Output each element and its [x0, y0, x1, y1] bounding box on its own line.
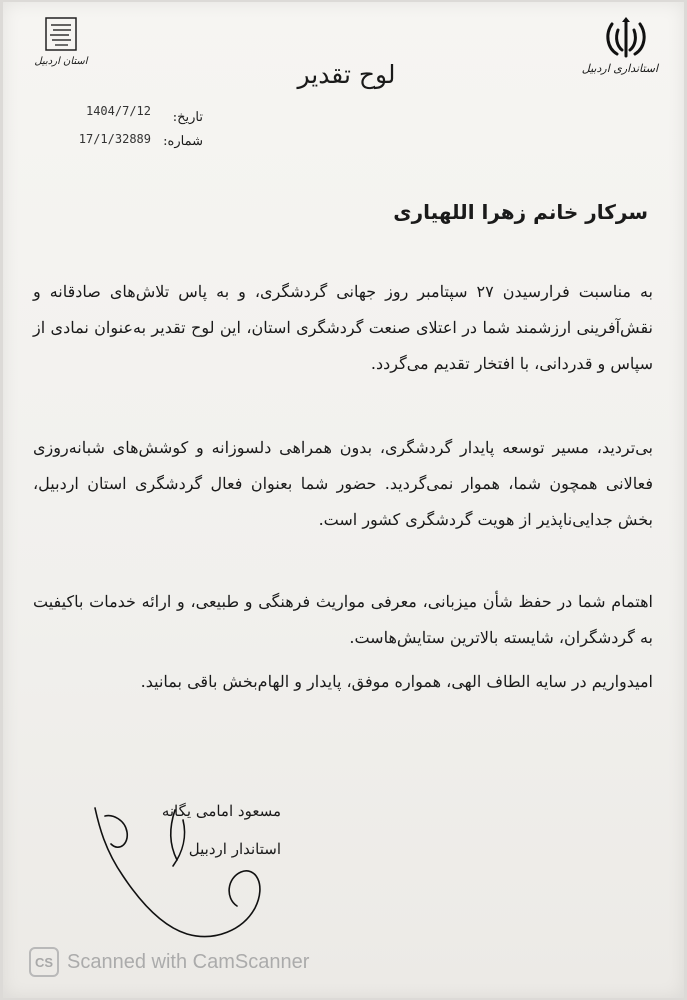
- ministry-logo-icon: [44, 16, 78, 52]
- date-label: تاریخ:: [172, 110, 203, 125]
- meta-labels: [153, 106, 203, 154]
- date-value: 1404/7/12: [85, 104, 151, 118]
- number-value: 17/1/32889: [78, 132, 151, 146]
- camscanner-icon: CS: [29, 947, 59, 977]
- meta-values: [51, 97, 151, 153]
- letter-paragraph-3: اهتمام شما در حفظ شأن میزبانی، معرفی مواریث فرهنگی و طبیعی، و ارائه خدمات باکیفیت به گردشگران، شایسته بالاترین ستایش‌هاست.: [33, 592, 653, 647]
- number-label: شماره:: [163, 134, 203, 149]
- letter-paragraph-2: بی‌تردید، مسیر توسعه پایدار گردشگری، بدون همراهی دلسوزانه و کوشش‌های شبانه‌روزی فعالانی همچون شما، هموار نمی‌گردید. حضور شما بعنوان فعال گردشگری استان اردبیل، بخش جدایی‌ناپذیر از هویت گردشگری کشور است.: [33, 438, 653, 529]
- document-page: [3, 2, 684, 998]
- emblem-caption: استانداری اردبیل: [581, 62, 658, 75]
- emblem-of-iran-icon: [603, 16, 649, 60]
- page-title: لوح تقدیر: [297, 60, 396, 89]
- signatory-title: استاندار اردبیل: [188, 840, 281, 858]
- letter-paragraph-4: امیدواریم در سایه الطاف الهی، همواره موفق، پایدار و الهام‌بخش باقی بمانید.: [140, 672, 653, 691]
- camscanner-watermark: [29, 946, 449, 978]
- left-logo-caption: استان اردبیل: [34, 56, 88, 67]
- salutation: سرکار خانم زهرا اللهیاری: [393, 200, 648, 224]
- signatory-name: مسعود امامی یگانه: [161, 802, 281, 820]
- camscanner-text: Scanned with CamScanner: [67, 950, 310, 973]
- letter-paragraph-1: به مناسبت فرارسیدن ۲۷ سپتامبر روز جهانی گردشگری، و به پاس تلاش‌های صادقانه و نقش‌آفرینی ارزشمند شما در اعتلای صنعت گردشگری استان، این لوح تقدیر به‌عنوان نمادی از سپاس و قدردانی، با افتخار تقدیم می‌گردد.: [33, 282, 654, 373]
